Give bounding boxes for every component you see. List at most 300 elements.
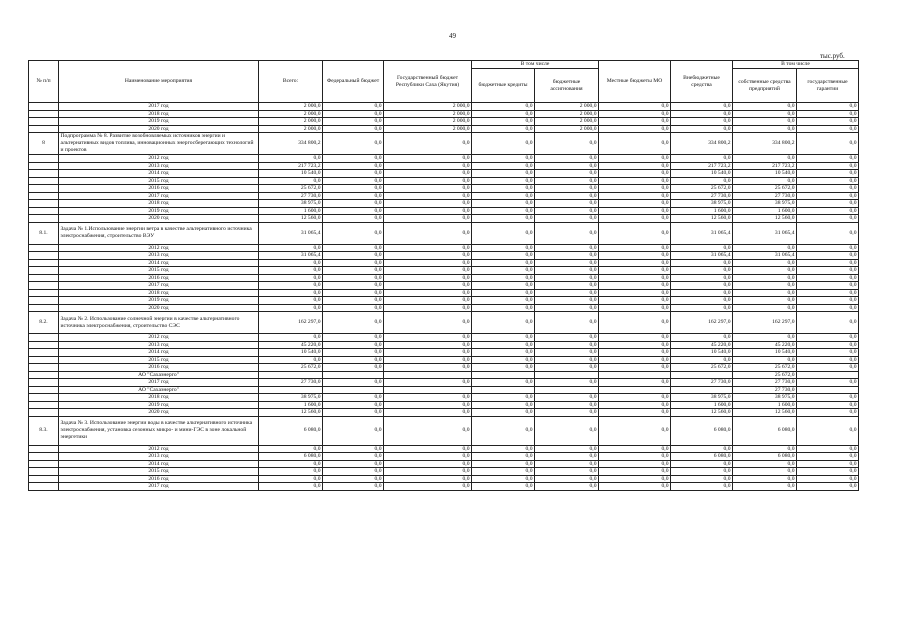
- value-cell: 0,0: [797, 244, 859, 252]
- value-cell: 0,0: [323, 177, 384, 185]
- value-cell: 0,0: [472, 379, 535, 387]
- table-body: [29, 103, 859, 491]
- value-cell: 0,0: [599, 445, 671, 453]
- value-cell: 0,0: [384, 460, 472, 468]
- value-cell: 0,0: [671, 244, 733, 252]
- value-cell: 0,0: [384, 312, 472, 334]
- row-name-cell: 2017 год: [59, 379, 259, 387]
- value-cell: 0,0: [384, 364, 472, 372]
- row-name-cell: 2013 год: [59, 453, 259, 461]
- row-name-cell: 2014 год: [59, 460, 259, 468]
- value-cell: 0,0: [797, 267, 859, 275]
- row-name-cell: 2017 год: [59, 483, 259, 491]
- value-cell: 0,0: [733, 289, 797, 297]
- table-row: [29, 475, 859, 483]
- value-cell: 0,0: [472, 207, 535, 215]
- value-cell: 0,0: [671, 259, 733, 267]
- value-cell: 10 540,0: [259, 349, 323, 357]
- value-cell: 0,0: [535, 364, 599, 372]
- row-number-cell: [29, 200, 59, 208]
- row-number-cell: [29, 155, 59, 163]
- row-name-cell: Задача № 2. Использование солнечной энергии в качестве альтернативного источника электроснабжения, строительство СЭС: [59, 312, 259, 334]
- row-name-cell: 2016 год: [59, 274, 259, 282]
- value-cell: 12 560,0: [733, 409, 797, 417]
- value-cell: 0,0: [599, 356, 671, 364]
- table-row: [29, 282, 859, 290]
- value-cell: 0,0: [599, 453, 671, 461]
- value-cell: [535, 386, 599, 394]
- value-cell: 0,0: [797, 445, 859, 453]
- row-name-cell: 2013 год: [59, 162, 259, 170]
- value-cell: 0,0: [323, 312, 384, 334]
- value-cell: 0,0: [797, 468, 859, 476]
- table-row: [29, 401, 859, 409]
- value-cell: 0,0: [733, 460, 797, 468]
- value-cell: 0,0: [733, 475, 797, 483]
- value-cell: 0,0: [599, 312, 671, 334]
- value-cell: 0,0: [384, 401, 472, 409]
- table-row: [29, 200, 859, 208]
- row-name-cell: 2012 год: [59, 155, 259, 163]
- table-row: [29, 312, 859, 334]
- header-assign: бюджетные ассигнования: [535, 69, 599, 103]
- value-cell: 0,0: [797, 192, 859, 200]
- header-own: собственные средства предприятий: [733, 69, 797, 103]
- row-name-cell: 2019 год: [59, 118, 259, 126]
- value-cell: 0,0: [599, 460, 671, 468]
- value-cell: 0,0: [384, 207, 472, 215]
- value-cell: 31 065,4: [671, 252, 733, 260]
- value-cell: 0,0: [384, 409, 472, 417]
- value-cell: 12 560,0: [671, 409, 733, 417]
- table-row: [29, 445, 859, 453]
- value-cell: 0,0: [472, 468, 535, 476]
- value-cell: 0,0: [472, 394, 535, 402]
- value-cell: 27 730,0: [259, 192, 323, 200]
- value-cell: 0,0: [599, 244, 671, 252]
- row-name-cell: 2016 год: [59, 364, 259, 372]
- value-cell: 0,0: [384, 394, 472, 402]
- value-cell: 0,0: [599, 222, 671, 244]
- value-cell: 0,0: [797, 215, 859, 223]
- value-cell: 0,0: [797, 460, 859, 468]
- value-cell: 0,0: [797, 110, 859, 118]
- table-row: [29, 170, 859, 178]
- value-cell: 0,0: [323, 244, 384, 252]
- value-cell: 0,0: [472, 401, 535, 409]
- value-cell: 0,0: [472, 274, 535, 282]
- value-cell: 25 672,0: [733, 364, 797, 372]
- value-cell: 162 297,0: [259, 312, 323, 334]
- value-cell: 0,0: [733, 267, 797, 275]
- value-cell: 0,0: [671, 274, 733, 282]
- value-cell: [599, 371, 671, 379]
- value-cell: 0,0: [535, 274, 599, 282]
- value-cell: 0,0: [384, 416, 472, 445]
- value-cell: 0,0: [599, 364, 671, 372]
- value-cell: 0,0: [259, 304, 323, 312]
- table-row: [29, 460, 859, 468]
- row-name-cell: 2013 год: [59, 341, 259, 349]
- value-cell: 38 975,0: [733, 394, 797, 402]
- value-cell: 0,0: [535, 445, 599, 453]
- value-cell: 0,0: [797, 170, 859, 178]
- value-cell: 0,0: [535, 453, 599, 461]
- value-cell: 0,0: [323, 133, 384, 155]
- value-cell: 0,0: [323, 349, 384, 357]
- value-cell: 0,0: [535, 200, 599, 208]
- value-cell: 0,0: [323, 192, 384, 200]
- value-cell: [472, 371, 535, 379]
- row-number-cell: [29, 468, 59, 476]
- table-row: [29, 341, 859, 349]
- header-guar: государственные гарантии: [797, 69, 859, 103]
- value-cell: 0,0: [797, 207, 859, 215]
- value-cell: 0,0: [472, 289, 535, 297]
- value-cell: 0,0: [323, 379, 384, 387]
- value-cell: 0,0: [323, 334, 384, 342]
- row-name-cell: 2016 год: [59, 475, 259, 483]
- value-cell: 38 975,0: [671, 394, 733, 402]
- value-cell: 0,0: [472, 312, 535, 334]
- value-cell: 0,0: [323, 185, 384, 193]
- value-cell: 0,0: [472, 259, 535, 267]
- row-number-cell: [29, 475, 59, 483]
- value-cell: 0,0: [472, 460, 535, 468]
- value-cell: 0,0: [384, 267, 472, 275]
- value-cell: 0,0: [472, 445, 535, 453]
- value-cell: 0,0: [384, 297, 472, 305]
- value-cell: 0,0: [535, 282, 599, 290]
- value-cell: 0,0: [384, 274, 472, 282]
- value-cell: 0,0: [472, 409, 535, 417]
- row-number-cell: [29, 274, 59, 282]
- value-cell: 0,0: [323, 416, 384, 445]
- value-cell: 1 600,0: [259, 207, 323, 215]
- row-number-cell: [29, 304, 59, 312]
- value-cell: 0,0: [535, 244, 599, 252]
- value-cell: 25 672,0: [671, 185, 733, 193]
- value-cell: 0,0: [323, 110, 384, 118]
- value-cell: 0,0: [599, 274, 671, 282]
- value-cell: 0,0: [535, 267, 599, 275]
- value-cell: 0,0: [384, 133, 472, 155]
- value-cell: 0,0: [797, 133, 859, 155]
- value-cell: 0,0: [671, 475, 733, 483]
- value-cell: 0,0: [535, 177, 599, 185]
- value-cell: 0,0: [671, 110, 733, 118]
- value-cell: 1 600,0: [671, 207, 733, 215]
- value-cell: 0,0: [599, 110, 671, 118]
- value-cell: 0,0: [797, 304, 859, 312]
- value-cell: 2 000,0: [259, 118, 323, 126]
- header-incl-2: В том числе: [733, 61, 859, 69]
- value-cell: 45 220,0: [671, 341, 733, 349]
- value-cell: 0,0: [323, 222, 384, 244]
- table-row: [29, 259, 859, 267]
- value-cell: 0,0: [472, 304, 535, 312]
- value-cell: 0,0: [323, 200, 384, 208]
- value-cell: 0,0: [599, 125, 671, 133]
- row-name-cell: 2013 год: [59, 252, 259, 260]
- value-cell: 6 080,0: [733, 416, 797, 445]
- value-cell: 0,0: [535, 192, 599, 200]
- value-cell: 0,0: [797, 103, 859, 111]
- value-cell: [384, 371, 472, 379]
- table-row: [29, 468, 859, 476]
- table-row: [29, 244, 859, 252]
- value-cell: 334 800,2: [733, 133, 797, 155]
- row-number-cell: 8: [29, 133, 59, 155]
- value-cell: 0,0: [384, 341, 472, 349]
- value-cell: 0,0: [599, 162, 671, 170]
- value-cell: 0,0: [599, 259, 671, 267]
- value-cell: 31 065,4: [733, 222, 797, 244]
- value-cell: 0,0: [797, 177, 859, 185]
- value-cell: 0,0: [671, 468, 733, 476]
- value-cell: 0,0: [797, 334, 859, 342]
- value-cell: 0,0: [472, 297, 535, 305]
- value-cell: 38 975,0: [259, 200, 323, 208]
- table-row: [29, 177, 859, 185]
- value-cell: 0,0: [797, 379, 859, 387]
- row-name-cell: 2015 год: [59, 356, 259, 364]
- row-number-cell: [29, 409, 59, 417]
- value-cell: 31 065,4: [259, 222, 323, 244]
- value-cell: 0,0: [535, 460, 599, 468]
- table-row: [29, 185, 859, 193]
- value-cell: 0,0: [797, 401, 859, 409]
- value-cell: 0,0: [733, 110, 797, 118]
- value-cell: 0,0: [599, 475, 671, 483]
- table-row: [29, 364, 859, 372]
- value-cell: 0,0: [599, 483, 671, 491]
- value-cell: 38 975,0: [733, 200, 797, 208]
- value-cell: 38 975,0: [671, 200, 733, 208]
- row-name-cell: 2019 год: [59, 401, 259, 409]
- value-cell: [384, 386, 472, 394]
- value-cell: 0,0: [671, 304, 733, 312]
- value-cell: 0,0: [384, 215, 472, 223]
- value-cell: 0,0: [323, 445, 384, 453]
- page-number: 49: [449, 32, 456, 40]
- header-local: Местные бюджеты МО: [599, 61, 671, 103]
- value-cell: 0,0: [472, 215, 535, 223]
- value-cell: 0,0: [599, 207, 671, 215]
- value-cell: 2 000,0: [535, 118, 599, 126]
- budget-table: [28, 60, 859, 491]
- row-number-cell: [29, 334, 59, 342]
- value-cell: [797, 371, 859, 379]
- row-number-cell: [29, 394, 59, 402]
- value-cell: 0,0: [384, 356, 472, 364]
- value-cell: 0,0: [535, 356, 599, 364]
- row-name-cell: 2012 год: [59, 445, 259, 453]
- value-cell: 0,0: [323, 394, 384, 402]
- row-number-cell: [29, 289, 59, 297]
- value-cell: 0,0: [384, 334, 472, 342]
- row-number-cell: [29, 386, 59, 394]
- value-cell: 0,0: [599, 379, 671, 387]
- value-cell: 0,0: [384, 222, 472, 244]
- value-cell: 0,0: [797, 282, 859, 290]
- value-cell: 0,0: [323, 162, 384, 170]
- value-cell: [671, 371, 733, 379]
- row-number-cell: [29, 460, 59, 468]
- value-cell: 0,0: [384, 475, 472, 483]
- table-row: [29, 356, 859, 364]
- value-cell: 0,0: [797, 297, 859, 305]
- value-cell: 1 600,0: [259, 401, 323, 409]
- value-cell: 0,0: [671, 460, 733, 468]
- row-name-cell: 2012 год: [59, 334, 259, 342]
- value-cell: 0,0: [323, 356, 384, 364]
- value-cell: 0,0: [797, 364, 859, 372]
- header-credits: бюджетные кредиты: [472, 69, 535, 103]
- value-cell: 0,0: [323, 125, 384, 133]
- row-number-cell: [29, 267, 59, 275]
- value-cell: 0,0: [535, 304, 599, 312]
- value-cell: 0,0: [599, 416, 671, 445]
- value-cell: 0,0: [671, 297, 733, 305]
- header-republic: Государственный бюджет Республики Саха (Якутия): [384, 61, 472, 103]
- value-cell: 0,0: [535, 133, 599, 155]
- value-cell: 0,0: [535, 341, 599, 349]
- value-cell: 6 080,0: [671, 453, 733, 461]
- table-row: [29, 483, 859, 491]
- value-cell: 0,0: [472, 103, 535, 111]
- table-row: [29, 162, 859, 170]
- value-cell: 2 000,0: [384, 110, 472, 118]
- value-cell: 0,0: [733, 259, 797, 267]
- row-name-cell: 2017 год: [59, 103, 259, 111]
- value-cell: 0,0: [384, 468, 472, 476]
- value-cell: 0,0: [671, 155, 733, 163]
- value-cell: 10 540,0: [671, 170, 733, 178]
- row-number-cell: [29, 170, 59, 178]
- value-cell: 0,0: [259, 297, 323, 305]
- value-cell: 0,0: [671, 177, 733, 185]
- row-name-cell: 2020 год: [59, 215, 259, 223]
- value-cell: 0,0: [384, 185, 472, 193]
- row-number-cell: [29, 356, 59, 364]
- row-name-cell: 2018 год: [59, 394, 259, 402]
- value-cell: 0,0: [323, 215, 384, 223]
- row-name-cell: 2015 год: [59, 468, 259, 476]
- row-number-cell: [29, 483, 59, 491]
- table-row: [29, 267, 859, 275]
- value-cell: 0,0: [733, 125, 797, 133]
- value-cell: 0,0: [384, 162, 472, 170]
- value-cell: 25 672,0: [671, 364, 733, 372]
- row-number-cell: [29, 371, 59, 379]
- table-header: [29, 61, 859, 103]
- value-cell: 12 560,0: [259, 215, 323, 223]
- value-cell: 0,0: [671, 289, 733, 297]
- value-cell: 2 000,0: [535, 110, 599, 118]
- value-cell: 0,0: [797, 312, 859, 334]
- value-cell: 0,0: [733, 468, 797, 476]
- value-cell: 0,0: [472, 475, 535, 483]
- value-cell: 12 560,0: [733, 215, 797, 223]
- row-name-cell: Подпрограмма № 8. Развитие возобновляемых источников энергии и альтернативных видов топлива, инновационных энергосберегающих технологий и проектов: [59, 133, 259, 155]
- value-cell: 0,0: [599, 170, 671, 178]
- value-cell: 10 540,0: [733, 170, 797, 178]
- value-cell: 0,0: [472, 334, 535, 342]
- table-row: [29, 349, 859, 357]
- table-row: [29, 379, 859, 387]
- value-cell: 0,0: [472, 155, 535, 163]
- row-name-cell: 2014 год: [59, 349, 259, 357]
- header-no: № п/п: [29, 61, 59, 103]
- value-cell: 0,0: [384, 192, 472, 200]
- value-cell: 0,0: [797, 416, 859, 445]
- value-cell: 0,0: [733, 334, 797, 342]
- row-number-cell: [29, 207, 59, 215]
- value-cell: [472, 386, 535, 394]
- value-cell: 6 080,0: [259, 453, 323, 461]
- value-cell: 217 723,2: [671, 162, 733, 170]
- table-row: [29, 215, 859, 223]
- row-name-cell: Задача № 3. Использование энергии воды в качестве альтернативного источника электроснабжения, установка сезонных микро- и мини-ГЭС в зоне локальной энергетики: [59, 416, 259, 445]
- value-cell: 0,0: [535, 483, 599, 491]
- value-cell: 0,0: [671, 356, 733, 364]
- table-row: [29, 155, 859, 163]
- value-cell: 0,0: [323, 409, 384, 417]
- row-number-cell: [29, 349, 59, 357]
- value-cell: 0,0: [472, 364, 535, 372]
- row-name-cell: 2020 год: [59, 125, 259, 133]
- value-cell: 0,0: [797, 274, 859, 282]
- value-cell: 0,0: [797, 349, 859, 357]
- value-cell: 0,0: [259, 289, 323, 297]
- value-cell: 0,0: [472, 200, 535, 208]
- header-incl-1: В том числе: [472, 61, 599, 69]
- value-cell: 0,0: [323, 170, 384, 178]
- value-cell: 1 600,0: [671, 401, 733, 409]
- value-cell: 0,0: [733, 155, 797, 163]
- value-cell: 0,0: [535, 475, 599, 483]
- row-number-cell: [29, 453, 59, 461]
- value-cell: 0,0: [599, 118, 671, 126]
- value-cell: 2 000,0: [259, 103, 323, 111]
- value-cell: [671, 386, 733, 394]
- table-row: [29, 289, 859, 297]
- value-cell: 0,0: [472, 222, 535, 244]
- row-number-cell: [29, 103, 59, 111]
- value-cell: 25 672,0: [733, 185, 797, 193]
- value-cell: 0,0: [535, 401, 599, 409]
- value-cell: 25 672,0: [259, 364, 323, 372]
- value-cell: 25 672,0: [259, 185, 323, 193]
- value-cell: 0,0: [323, 289, 384, 297]
- value-cell: [535, 371, 599, 379]
- row-name-cell: Задача № 1.Использование энергии ветра в качестве альтернативного источника электроснабжения, строительство ВЭУ: [59, 222, 259, 244]
- value-cell: 6 080,0: [733, 453, 797, 461]
- value-cell: 0,0: [599, 192, 671, 200]
- value-cell: 0,0: [733, 297, 797, 305]
- value-cell: 1 600,0: [733, 401, 797, 409]
- value-cell: 0,0: [384, 289, 472, 297]
- row-number-cell: 8.2.: [29, 312, 59, 334]
- value-cell: 0,0: [259, 445, 323, 453]
- row-number-cell: [29, 379, 59, 387]
- value-cell: 0,0: [599, 349, 671, 357]
- table-row: [29, 110, 859, 118]
- value-cell: 0,0: [384, 155, 472, 163]
- value-cell: [259, 371, 323, 379]
- value-cell: 25 672,0: [733, 371, 797, 379]
